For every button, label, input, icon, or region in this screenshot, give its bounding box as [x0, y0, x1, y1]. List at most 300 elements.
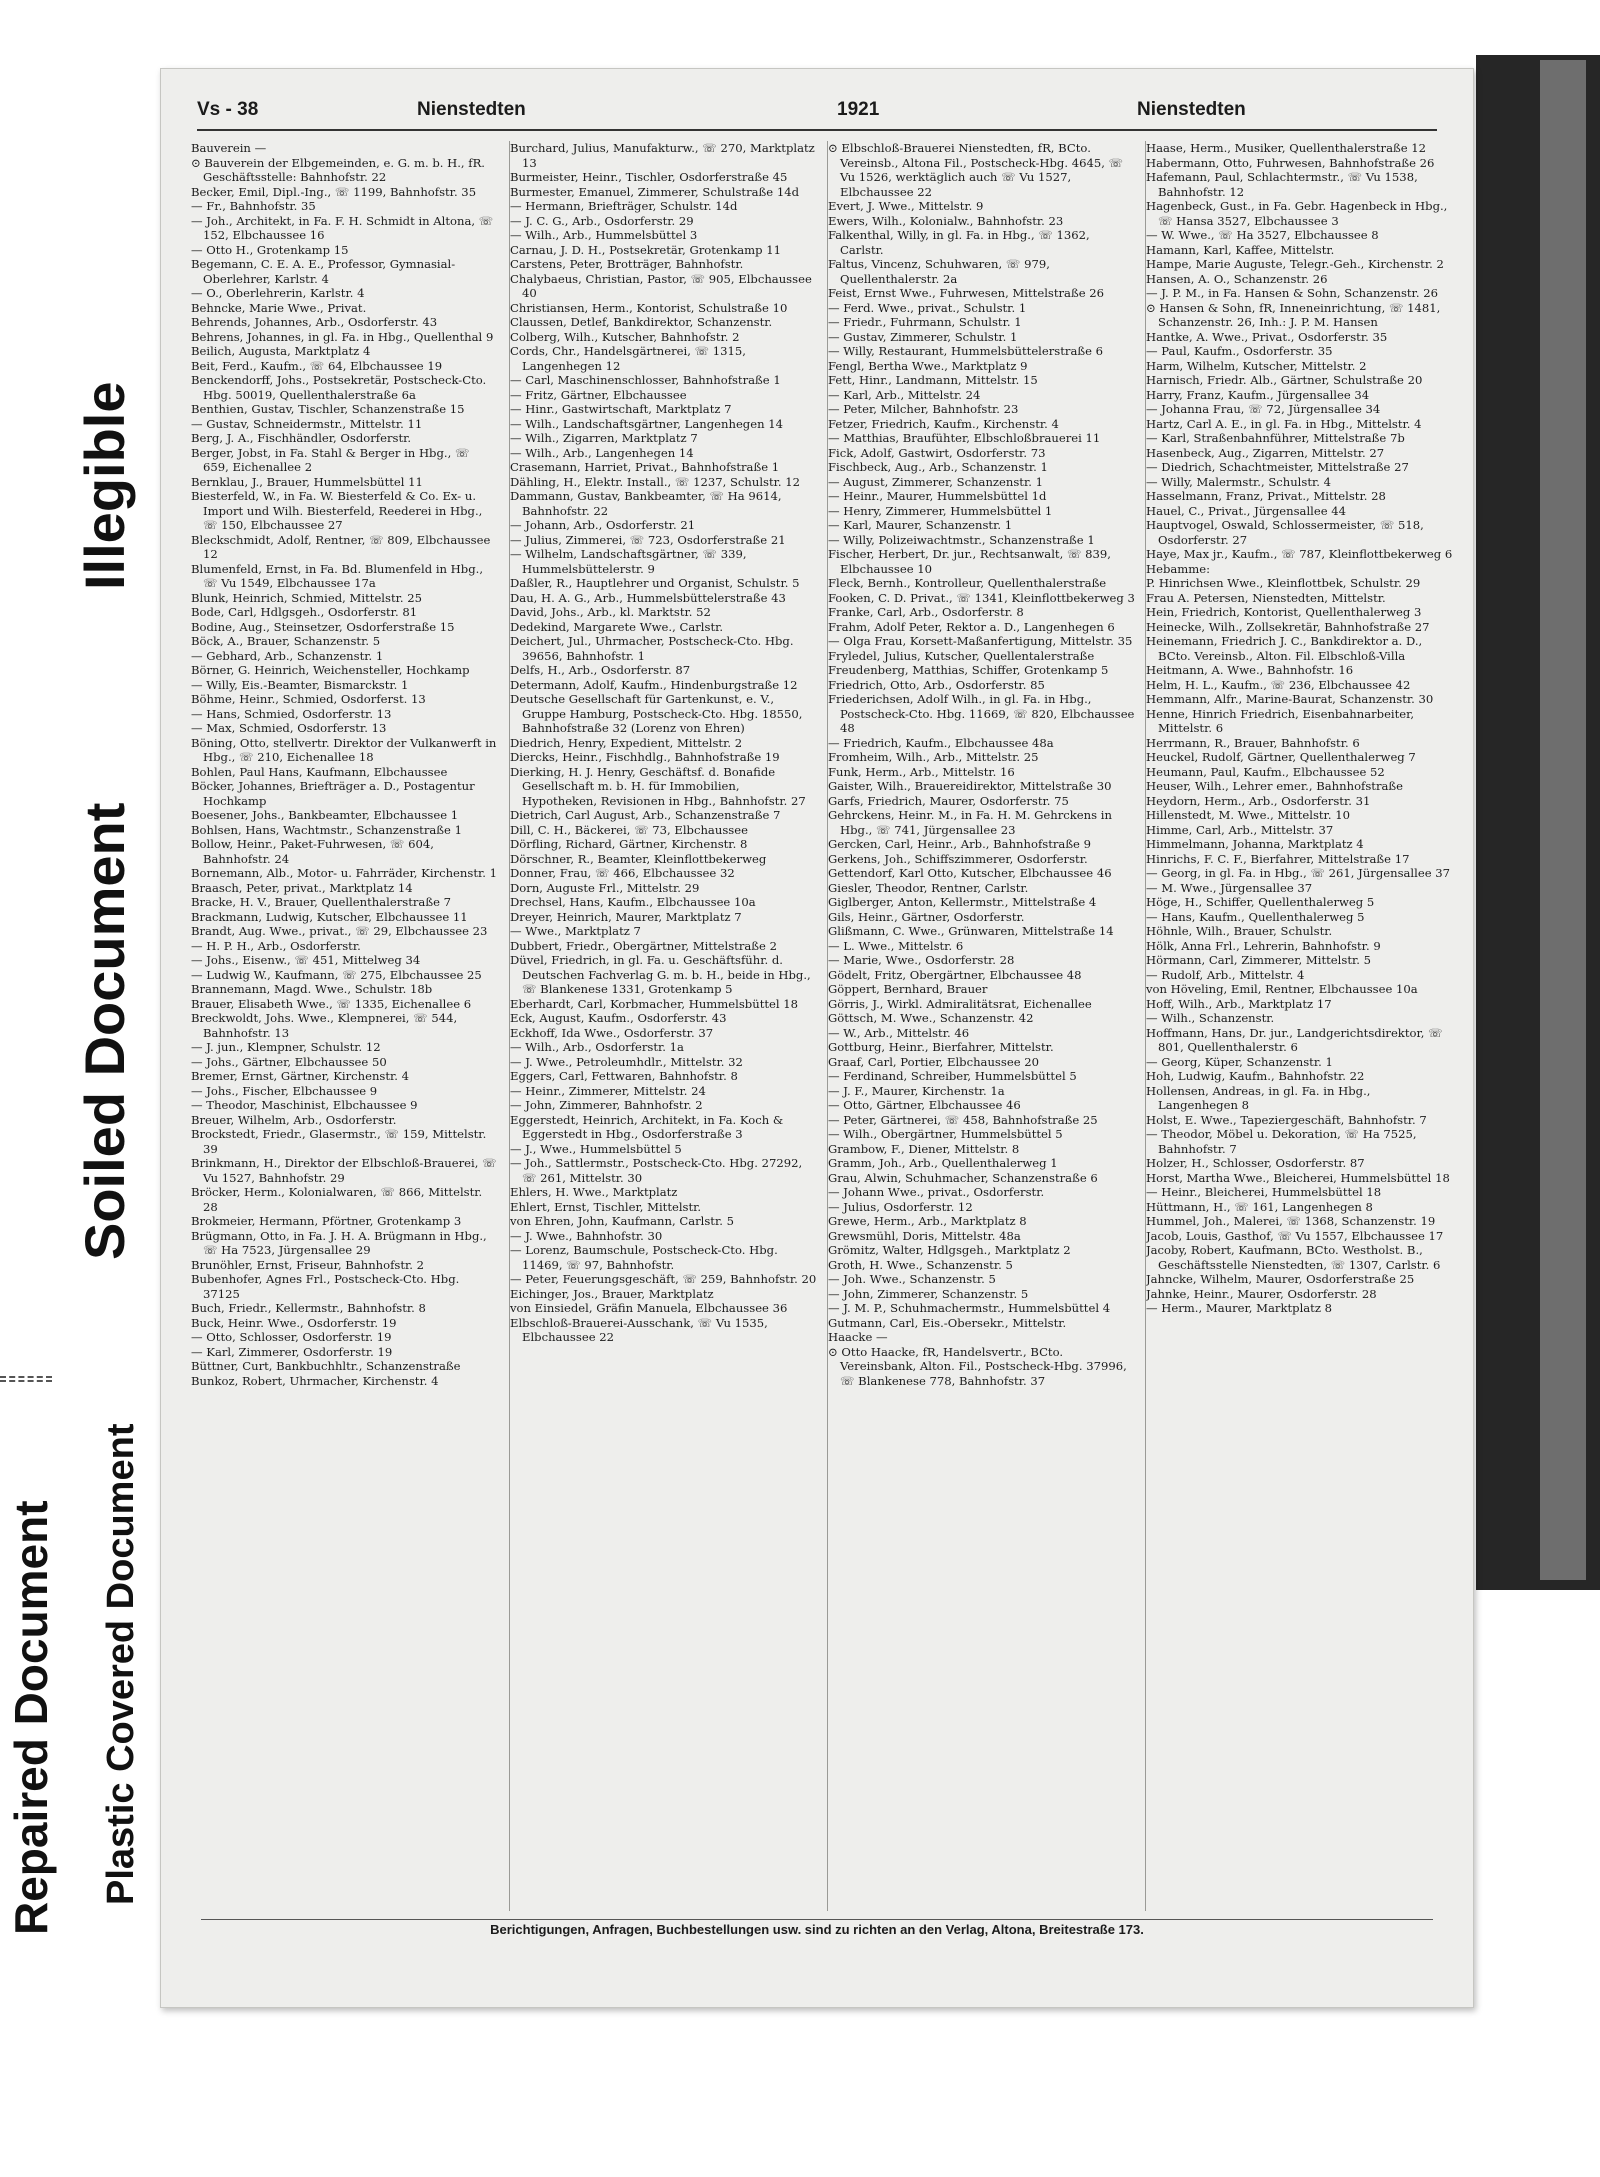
directory-entry: — H. P. H., Arb., Osdorferstr.: [191, 938, 361, 953]
directory-entry: Dill, C. H., Bäckerei, ☏ 73, Elbchaussee: [510, 822, 748, 837]
directory-entry: Fryledel, Julius, Kutscher, Quellentalerstraße: [828, 648, 1095, 663]
directory-entry: Breuer, Wilhelm, Arb., Osdorferstr.: [191, 1112, 397, 1127]
directory-entry: — Friedr., Fuhrmann, Schulstr. 1: [828, 315, 1022, 329]
directory-entry: Eckhoff, Ida Wwe., Osdorferstr. 37: [510, 1025, 714, 1040]
directory-entry: Feist, Ernst Wwe., Fuhrwesen, Mittelstraße 26: [828, 286, 1105, 300]
directory-entry: Dierking, H. J. Henry, Geschäftsf. d. Bonafide Gesellschaft m. b. H. für Immobilien, Hypotheken, Revisionen in Hbg., Bahnhofstr. 27: [510, 764, 806, 808]
directory-entry: Düvel, Friedrich, in gl. Fa. u. Geschäftsführ. d. Deutschen Fachverlag G. m. b. H., beide in Hbg., ☏ Blankenese 1331, Grotenkamp 5: [510, 953, 811, 996]
directory-entry: Hinrichs, F. C. F., Bierfahrer, Mittelstraße 17: [1146, 851, 1410, 866]
directory-entry: Bröcker, Herm., Kolonialwaren, ☏ 866, Mittelstr. 28: [191, 1185, 483, 1214]
directory-entry: — Wilhelm, Landschaftsgärtner, ☏ 339, Hummelsbüttelerstr. 9: [510, 547, 747, 576]
column-2: [509, 141, 820, 1911]
directory-entry: Buch, Friedr., Kellermstr., Bahnhofstr. 8: [191, 1301, 426, 1315]
directory-entry: Biesterfeld, W., in Fa. W. Biesterfeld & Co. Ex- u. Import und Wilh. Biesterfeld, Reederei in Hbg., ☏ 150, Elbchaussee 27: [191, 489, 483, 532]
directory-entry: — Hans, Schmied, Osdorferstr. 13: [191, 706, 392, 721]
directory-entry: Beilich, Augusta, Marktplatz 4: [191, 344, 371, 358]
directory-page: [160, 68, 1474, 2008]
directory-entry: — Ferd. Wwe., privat., Schulstr. 1: [828, 300, 1027, 315]
directory-entry: — Willy, Eis.-Beamter, Bismarckstr. 1: [191, 677, 409, 692]
directory-entry: — Diedrich, Schachtmeister, Mittelstraße 27: [1146, 460, 1409, 474]
directory-entry: Hasenbeck, Aug., Zigarren, Mittelstr. 27: [1146, 445, 1385, 460]
directory-entry: — Karl, Zimmerer, Osdorferstr. 19: [191, 1344, 393, 1359]
directory-entry: — Herm., Maurer, Marktplatz 8: [1146, 1301, 1333, 1315]
directory-entry: Berg, J. A., Fischhändler, Osdorferstr.: [191, 431, 412, 445]
directory-entry: Dedekind, Margarete Wwe., Carlstr.: [510, 619, 724, 634]
directory-entry: Diedrich, Henry, Expedient, Mittelstr. 2: [510, 735, 743, 750]
directory-entry: — August, Zimmerer, Schanzenstr. 1: [828, 474, 1043, 489]
directory-entry: Carnau, J. D. H., Postsekretär, Grotenkamp 11: [510, 242, 782, 257]
directory-entry: Behrens, Johannes, in gl. Fa. in Hbg., Quellenthal 9: [191, 329, 494, 344]
directory-entry: Gottburg, Heinr., Bierfahrer, Mittelstr.: [828, 1040, 1054, 1054]
directory-entry: — Heinr., Bleicherei, Hummelsbüttel 18: [1146, 1185, 1382, 1199]
directory-entry: — Gustav, Schneidermstr., Mittelstr. 11: [191, 416, 423, 431]
directory-entry: Helm, H. L., Kaufm., ☏ 236, Elbchaussee 42: [1146, 677, 1411, 692]
directory-entry: Bode, Carl, Hdlgsgeh., Osdorferstr. 81: [191, 605, 418, 619]
directory-entry: Donner, Frau, ☏ 466, Elbchaussee 32: [510, 866, 735, 880]
directory-entry: — Willy, Restaurant, Hummelsbüttelerstraße 6: [828, 344, 1104, 358]
directory-entry: — Karl, Maurer, Schanzenstr. 1: [828, 518, 1013, 532]
directory-entry: Ewers, Wilh., Kolonialw., Bahnhofstr. 23: [828, 213, 1064, 228]
dashed-divider: [0, 1376, 52, 1378]
directory-entry: — Georg, in gl. Fa. in Hbg., ☏ 261, Jürgensallee 37: [1146, 866, 1451, 880]
directory-entry: Jacoby, Robert, Kaufmann, BCto. Westholst. B., Geschäftsstelle Nienstedten, ☏ 1307, Carlstr. 6: [1146, 1243, 1441, 1272]
directory-entry: Haase, Herm., Musiker, Quellenthalerstraße 12: [1146, 141, 1427, 155]
directory-entry: — Otto, Gärtner, Elbchaussee 46: [828, 1098, 1021, 1112]
directory-entry: — Willy, Malermstr., Schulstr. 4: [1146, 474, 1332, 489]
header-title-left: Nienstedten: [417, 99, 526, 120]
directory-entry: Begemann, C. E. A. E., Professor, Gymnasial-Oberlehrer, Karlstr. 4: [191, 257, 456, 286]
directory-entry: Höhnle, Wilh., Brauer, Schulstr.: [1146, 924, 1333, 938]
directory-entry: Gerkens, Joh., Schiffszimmerer, Osdorferstr.: [828, 851, 1088, 866]
directory-entry: Hummel, Joh., Malerei, ☏ 1368, Schanzenstr. 19: [1146, 1214, 1436, 1228]
directory-entry: — Wilh., Schanzenstr.: [1146, 1011, 1275, 1025]
binding-edge-highlight: [1540, 60, 1586, 1580]
entry-columns: [191, 141, 1453, 1911]
directory-entry: Fetzer, Friedrich, Kaufm., Kirchenstr. 4: [828, 416, 1059, 431]
directory-entry: — Ferdinand, Schreiber, Hummelsbüttel 5: [828, 1069, 1077, 1083]
directory-entry: — Friedrich, Kaufm., Elbchaussee 48a: [828, 735, 1054, 750]
directory-entry: Brandt, Aug. Wwe., privat., ☏ 29, Elbchaussee 23: [191, 924, 488, 938]
directory-entry: — Matthias, Braufühter, Elbschloßbrauerei 11: [828, 431, 1101, 445]
directory-entry: Brokmeier, Hermann, Pförtner, Grotenkamp 3: [191, 1214, 462, 1228]
directory-entry: Fromheim, Wilh., Arb., Mittelstr. 25: [828, 750, 1039, 764]
directory-entry: Franke, Carl, Arb., Osdorferstr. 8: [828, 605, 1024, 619]
directory-entry: Brockstedt, Friedr., Glasermstr., ☏ 159, Mittelstr. 39: [191, 1127, 487, 1156]
directory-entry: — O., Oberlehrerin, Karlstr. 4: [191, 286, 365, 300]
directory-entry: — Max, Schmied, Osdorferstr. 13: [191, 721, 387, 735]
directory-entry: Graaf, Carl, Portier, Elbchaussee 20: [828, 1054, 1039, 1069]
directory-entry: Brunöhler, Ernst, Friseur, Bahnhofstr. 2: [191, 1257, 425, 1272]
directory-entry: Hauel, C., Privat., Jürgensallee 44: [1146, 503, 1347, 518]
directory-entry: Eck, August, Kaufm., Osdorferstr. 43: [510, 1011, 727, 1025]
soiled-document-label: Soiled Document: [73, 802, 136, 1260]
publisher-footer: Berichtigungen, Anfragen, Buchbestellungen usw. sind zu richten an den Verlag, Altona, Breitestraße 173.: [201, 1919, 1433, 1937]
directory-entry: von Einsiedel, Gräfin Manuela, Elbchaussee 36: [510, 1301, 788, 1315]
directory-entry: — Julius, Zimmerei, ☏ 723, Osdorferstraße 21: [510, 532, 786, 547]
directory-entry: Brannemann, Magd. Wwe., Schulstr. 18b: [191, 982, 433, 996]
page-header: [197, 97, 1437, 131]
directory-entry: Berger, Jobst, in Fa. Stahl & Berger in Hbg., ☏ 659, Eichenallee 2: [191, 445, 470, 474]
directory-entry: ⊙ Hansen & Sohn, fR, Inneneinrichtung, ☏ 1481, Schanzenstr. 26, Inh.: J. P. M. Hansen: [1146, 300, 1441, 329]
directory-entry: — Peter, Gärtnerei, ☏ 458, Bahnhofstraße 25: [828, 1112, 1098, 1127]
directory-entry: Hollensen, Andreas, in gl. Fa. in Hbg., Langenhegen 8: [1146, 1083, 1371, 1112]
directory-entry: Jacob, Louis, Gasthof, ☏ Vu 1557, Elbchaussee 17: [1146, 1228, 1444, 1243]
directory-entry: Hantke, A. Wwe., Privat., Osdorferstr. 35: [1146, 329, 1388, 344]
directory-entry: — Georg, Küper, Schanzenstr. 1: [1146, 1054, 1333, 1069]
directory-entry: — Karl, Arb., Mittelstr. 24: [828, 387, 981, 402]
directory-entry: Bleckschmidt, Adolf, Rentner, ☏ 809, Elbchaussee 12: [191, 532, 491, 561]
directory-entry: Friederichsen, Adolf Wilh., in gl. Fa. in Hbg., Postscheck-Cto. Hbg. 11669, ☏ 820, Elbchaussee 48: [828, 692, 1135, 735]
directory-entry: Hörmann, Carl, Zimmerer, Mittelstr. 5: [1146, 953, 1371, 967]
directory-entry: — Johs., Gärtner, Elbchaussee 50: [191, 1054, 387, 1069]
directory-entry: Hemmann, Alfr., Marine-Baurat, Schanzenstr. 30: [1146, 692, 1434, 706]
directory-entry: Beit, Ferd., Kaufm., ☏ 64, Elbchaussee 19: [191, 358, 443, 373]
directory-entry: Hillenstedt, M. Wwe., Mittelstr. 10: [1146, 808, 1350, 822]
directory-entry: Gutmann, Carl, Eis.-Obersekr., Mittelstr.: [828, 1315, 1067, 1330]
directory-entry: Giglberger, Anton, Kellermstr., Mittelstraße 4: [828, 895, 1097, 909]
directory-entry: Grewe, Herm., Arb., Marktplatz 8: [828, 1214, 1027, 1228]
directory-entry: Bernklau, J., Brauer, Hummelsbüttel 11: [191, 474, 423, 489]
directory-entry: Gils, Heinr., Gärtner, Osdorferstr.: [828, 909, 1025, 924]
directory-entry: — Otto, Schlosser, Osdorferstr. 19: [191, 1330, 392, 1344]
directory-entry: P. Hinrichsen Wwe., Kleinflottbek, Schulstr. 29: [1146, 576, 1421, 590]
directory-entry: — Rudolf, Arb., Mittelstr. 4: [1146, 967, 1305, 982]
directory-entry: Horst, Martha Wwe., Bleicherei, Hummelsbüttel 18: [1146, 1170, 1450, 1185]
directory-entry: Bracke, H. V., Brauer, Quellenthalerstraße 7: [191, 895, 452, 909]
directory-entry: Eggers, Carl, Fettwaren, Bahnhofstr. 8: [510, 1069, 738, 1083]
directory-entry: — John, Zimmerer, Bahnhofstr. 2: [510, 1098, 703, 1112]
directory-entry: — Wilh., Arb., Osdorferstr. 1a: [510, 1040, 684, 1054]
directory-entry: Dörschner, R., Beamter, Kleinflottbekerweg: [510, 851, 767, 866]
directory-entry: Herrmann, R., Brauer, Bahnhofstr. 6: [1146, 735, 1360, 750]
directory-entry: Heinemann, Friedrich J. C., Bankdirektor a. D., BCto. Vereinsb., Alton. Fil. Elbschloß-Villa: [1146, 634, 1423, 663]
directory-entry: — Fritz, Gärtner, Elbchaussee: [510, 387, 687, 402]
directory-entry: Fick, Adolf, Gastwirt, Osdorferstr. 73: [828, 445, 1046, 460]
directory-entry: Determann, Adolf, Kaufm., Hindenburgstraße 12: [510, 677, 798, 692]
directory-entry: — Ludwig W., Kaufmann, ☏ 275, Elbchaussee 25: [191, 967, 482, 982]
directory-entry: Hölk, Anna Frl., Lehrerin, Bahnhofstr. 9: [1146, 938, 1381, 953]
directory-entry: Garfs, Friedrich, Maurer, Osdorferstr. 75: [828, 793, 1069, 808]
directory-entry: von Höveling, Emil, Rentner, Elbchaussee 10a: [1146, 982, 1418, 996]
directory-entry: Carstens, Peter, Brotträger, Bahnhofstr.: [510, 257, 744, 271]
column-4: [1145, 141, 1456, 1911]
directory-entry: Colberg, Wilh., Kutscher, Bahnhofstr. 2: [510, 329, 740, 344]
directory-entry: Delfs, H., Arb., Osdorferstr. 87: [510, 663, 691, 677]
directory-entry: — Peter, Feuerungsgeschäft, ☏ 259, Bahnhofstr. 20: [510, 1272, 817, 1286]
directory-entry: Bubenhofer, Agnes Frl., Postscheck-Cto. Hbg. 37125: [191, 1272, 460, 1301]
directory-entry: Böhme, Heinr., Schmied, Osdorferst. 13: [191, 692, 426, 706]
directory-entry: — Joh. Wwe., Schanzenstr. 5: [828, 1272, 996, 1286]
directory-entry: — Marie, Wwe., Osdorferstr. 28: [828, 953, 1015, 967]
directory-entry: Holzer, H., Schlosser, Osdorferstr. 87: [1146, 1156, 1365, 1170]
directory-entry: — Carl, Maschinenschlosser, Bahnhofstraße 1: [510, 373, 781, 387]
directory-entry: Glißmann, C. Wwe., Grünwaren, Mittelstraße 14: [828, 924, 1114, 938]
header-year: 1921: [837, 99, 880, 120]
directory-entry: — L. Wwe., Mittelstr. 6: [828, 938, 964, 953]
directory-entry: Gaister, Wilh., Brauereidirektor, Mittelstraße 30: [828, 779, 1112, 793]
directory-entry: — Wilh., Landschaftsgärtner, Langenhegen 14: [510, 416, 783, 431]
directory-entry: Dubbert, Friedr., Obergärtner, Mittelstraße 2: [510, 938, 777, 953]
directory-entry: Elbschloß-Brauerei-Ausschank, ☏ Vu 1535, Elbchaussee 22: [510, 1315, 768, 1344]
directory-entry: Ehlers, H. Wwe., Marktplatz: [510, 1185, 678, 1199]
directory-entry: Blumenfeld, Ernst, in Fa. Bd. Blumenfeld in Hbg., ☏ Vu 1549, Elbchaussee 17a: [191, 561, 484, 590]
directory-entry: — Johs., Eisenw., ☏ 451, Mittelweg 34: [191, 953, 421, 967]
directory-entry: David, Johs., Arb., kl. Marktstr. 52: [510, 605, 711, 619]
directory-entry: Grömitz, Walter, Hdlgsgeh., Marktplatz 2: [828, 1243, 1071, 1257]
directory-entry: Fooken, C. D. Privat., ☏ 1341, Kleinflottbekerweg 3: [828, 590, 1135, 605]
directory-entry: Bohlsen, Hans, Wachtmstr., Schanzenstraße 1: [191, 822, 462, 837]
directory-entry: Jahnke, Heinr., Maurer, Osdorferstr. 28: [1146, 1286, 1377, 1301]
directory-entry: Brinkmann, H., Direktor der Elbschloß-Brauerei, ☏ Vu 1527, Bahnhofstr. 29: [191, 1156, 497, 1185]
directory-entry: Buck, Heinr. Wwe., Osdorferstr. 19: [191, 1315, 397, 1330]
directory-entry: — Gustav, Zimmerer, Schulstr. 1: [828, 329, 1018, 344]
directory-entry: Gehrckens, Heinr. M., in Fa. H. M. Gehrckens in Hbg., ☏ 741, Jürgensallee 23: [828, 808, 1112, 837]
directory-entry: Heinecke, Wilh., Zollsekretär, Bahnhofstraße 27: [1146, 619, 1430, 634]
header-title-right: Nienstedten: [1137, 99, 1246, 120]
directory-entry: Behncke, Marie Wwe., Privat.: [191, 300, 367, 315]
directory-entry: — Johanna Frau, ☏ 72, Jürgensallee 34: [1146, 402, 1381, 416]
directory-entry: Bornemann, Alb., Motor- u. Fahrräder, Kirchenstr. 1: [191, 866, 497, 880]
directory-entry: Falkenthal, Willy, in gl. Fa. in Hbg., ☏ 1362, Carlstr.: [828, 228, 1090, 257]
directory-entry: — J., Wwe., Hummelsbüttel 5: [510, 1141, 682, 1156]
directory-entry: Becker, Emil, Dipl.-Ing., ☏ 1199, Bahnhofstr. 35: [191, 184, 477, 199]
directory-entry: — Karl, Straßenbahnführer, Mittelstraße 7b: [1146, 431, 1405, 445]
directory-entry: Dorn, Auguste Frl., Mittelstr. 29: [510, 880, 700, 895]
directory-entry: ⊙ Elbschloß-Brauerei Nienstedten, fR, BCto. Vereinsb., Altona Fil., Postscheck-Hbg. 4645, ☏ Vu 1526, werktäglich auch ☏ Vu 1527, Elbchaussee 22: [828, 141, 1124, 199]
directory-entry: Gödelt, Fritz, Obergärtner, Elbchaussee 48: [828, 967, 1082, 982]
directory-entry: — Heinr., Zimmerer, Mittelstr. 24: [510, 1083, 706, 1098]
directory-entry: Eberhardt, Carl, Korbmacher, Hummelsbüttel 18: [510, 996, 799, 1011]
directory-entry: Breckwoldt, Johs. Wwe., Klempnerei, ☏ 544, Bahnhofstr. 13: [191, 1011, 458, 1040]
directory-entry: Frahm, Adolf Peter, Rektor a. D., Langenhegen 6: [828, 619, 1115, 634]
directory-entry: Brügmann, Otto, in Fa. J. H. A. Brügmann in Hbg., ☏ Ha 7523, Jürgensallee 29: [191, 1228, 487, 1257]
directory-entry: Dietrich, Carl August, Arb., Schanzenstraße 7: [510, 808, 781, 822]
directory-entry: — Theodor, Möbel u. Dekoration, ☏ Ha 7525, Bahnhofstr. 7: [1146, 1127, 1417, 1156]
directory-entry: Eggerstedt, Heinrich, Architekt, in Fa. Koch & Eggerstedt in Hbg., Osdorferstraße 3: [510, 1112, 784, 1141]
directory-entry: Eichinger, Jos., Brauer, Marktplatz: [510, 1286, 714, 1301]
directory-entry: Hebamme:: [1146, 561, 1211, 576]
directory-entry: Bremer, Ernst, Gärtner, Kirchenstr. 4: [191, 1069, 410, 1083]
directory-entry: Göppert, Bernhard, Brauer: [828, 982, 988, 996]
directory-entry: Hüttmann, H., ☏ 161, Langenhegen 8: [1146, 1199, 1373, 1214]
directory-entry: Deichert, Jul., Uhrmacher, Postscheck-Cto. Hbg. 39656, Bahnhofstr. 1: [510, 634, 794, 663]
directory-entry: Harry, Franz, Kaufm., Jürgensallee 34: [1146, 387, 1370, 402]
directory-entry: Faltus, Vincenz, Schuhwaren, ☏ 979, Quellenthalerstr. 2a: [828, 257, 1050, 286]
directory-entry: Claussen, Detlef, Bankdirektor, Schanzenstr.: [510, 315, 773, 329]
directory-entry: Funk, Herm., Arb., Mittelstr. 16: [828, 764, 1015, 779]
directory-entry: Böck, A., Brauer, Schanzenstr. 5: [191, 634, 381, 648]
directory-entry: Grewsmühl, Doris, Mittelstr. 48a: [828, 1228, 1021, 1243]
directory-entry: — Theodor, Maschinist, Elbchaussee 9: [191, 1098, 418, 1112]
directory-entry: von Ehren, John, Kaufmann, Carlstr. 5: [510, 1214, 734, 1228]
directory-entry: Dammann, Gustav, Bankbeamter, ☏ Ha 9614, Bahnhofstr. 22: [510, 489, 782, 518]
directory-entry: — Hermann, Briefträger, Schulstr. 14d: [510, 199, 738, 213]
directory-entry: — Johann Wwe., privat., Osdorferstr.: [828, 1185, 1045, 1199]
directory-entry: Giesler, Theodor, Rentner, Carlstr.: [828, 880, 1029, 895]
directory-entry: — Heinr., Maurer, Hummelsbüttel 1d: [828, 489, 1047, 503]
directory-entry: Haacke —: [828, 1330, 888, 1344]
directory-entry: — J. F., Maurer, Kirchenstr. 1a: [828, 1083, 1005, 1098]
directory-entry: Friedrich, Otto, Arb., Osdorferstr. 85: [828, 677, 1045, 692]
directory-entry: Heitmann, A. Wwe., Bahnhofstr. 16: [1146, 663, 1354, 677]
directory-entry: Daßler, R., Hauptlehrer und Organist, Schulstr. 5: [510, 576, 800, 590]
directory-entry: Bauverein —: [191, 141, 267, 155]
directory-entry: Görris, J., Wirkl. Admiralitätsrat, Eichenallee: [828, 996, 1092, 1011]
directory-entry: Fleck, Bernh., Kontrolleur, Quellenthalerstraße: [828, 576, 1107, 590]
directory-entry: — Wilh., Obergärtner, Hummelsbüttel 5: [828, 1127, 1063, 1141]
directory-entry: — J. jun., Klempner, Schulstr. 12: [191, 1040, 381, 1054]
directory-entry: Hansen, A. O., Schanzenstr. 26: [1146, 271, 1328, 286]
directory-entry: Fengl, Bertha Wwe., Marktplatz 9: [828, 358, 1028, 373]
directory-entry: — John, Zimmerer, Schanzenstr. 5: [828, 1286, 1029, 1301]
directory-entry: Benckendorff, Johs., Postsekretär, Postscheck-Cto. Hbg. 50019, Quellenthalerstraße 6a: [191, 373, 487, 402]
directory-entry: — J. Wwe., Petroleumhdlr., Mittelstr. 32: [510, 1054, 743, 1069]
directory-entry: Frau A. Petersen, Nienstedten, Mittelstr.: [1146, 590, 1386, 605]
directory-entry: Crasemann, Harriet, Privat., Bahnhofstraße 1: [510, 460, 780, 474]
directory-entry: Himme, Carl, Arb., Mittelstr. 37: [1146, 822, 1334, 837]
directory-entry: — Hinr., Gastwirtschaft, Marktplatz 7: [510, 402, 732, 416]
directory-entry: Bunkoz, Robert, Uhrmacher, Kirchenstr. 4: [191, 1373, 439, 1388]
directory-entry: — Joh., Sattlermstr., Postscheck-Cto. Hbg. 27292, ☏ 261, Mittelstr. 30: [510, 1156, 803, 1185]
directory-entry: Groth, H. Wwe., Schanzenstr. 5: [828, 1257, 1013, 1272]
directory-entry: Bodine, Aug., Steinsetzer, Osdorferstraße 15: [191, 619, 455, 634]
directory-entry: — J. C. G., Arb., Osdorferstr. 29: [510, 213, 694, 228]
directory-entry: Heuser, Wilh., Lehrer emer., Bahnhofstraße: [1146, 779, 1404, 793]
directory-entry: Braasch, Peter, privat., Marktplatz 14: [191, 880, 413, 895]
directory-entry: Gettendorf, Karl Otto, Kutscher, Elbchaussee 46: [828, 866, 1112, 880]
directory-entry: Freudenberg, Matthias, Schiffer, Grotenkamp 5: [828, 663, 1109, 677]
directory-entry: — Joh., Architekt, in Fa. F. H. Schmidt in Altona, ☏ 152, Elbchaussee 16: [191, 213, 494, 242]
directory-entry: Holst, E. Wwe., Tapeziergeschäft, Bahnhofstr. 7: [1146, 1112, 1427, 1127]
directory-entry: Büttner, Curt, Bankbuchhltr., Schanzenstraße: [191, 1359, 461, 1373]
directory-entry: Burmeister, Heinr., Tischler, Osdorferstraße 45: [510, 170, 788, 184]
directory-entry: — Julius, Osdorferstr. 12: [828, 1199, 973, 1214]
directory-entry: Blunk, Heinrich, Schmied, Mittelstr. 25: [191, 590, 423, 605]
directory-entry: Hoh, Ludwig, Kaufm., Bahnhofstr. 22: [1146, 1069, 1365, 1083]
directory-entry: Cords, Chr., Handelsgärtnerei, ☏ 1315, Langenhegen 12: [510, 344, 746, 373]
directory-entry: Hagenbeck, Gust., in Fa. Gebr. Hagenbeck in Hbg., ☏ Hansa 3527, Elbchaussee 3: [1146, 199, 1448, 228]
directory-entry: Fischer, Herbert, Dr. jur., Rechtsanwalt, ☏ 839, Elbchaussee 10: [828, 547, 1111, 576]
column-3: [827, 141, 1138, 1911]
directory-entry: Heydorn, Herm., Arb., Osdorferstr. 31: [1146, 793, 1371, 808]
directory-entry: Dörfling, Richard, Gärtner, Kirchenstr. 8: [510, 837, 748, 851]
directory-entry: Heumann, Paul, Kaufm., Elbchaussee 52: [1146, 764, 1385, 779]
directory-entry: — Fr., Bahnhofstr. 35: [191, 199, 316, 213]
directory-entry: Fischbeck, Aug., Arb., Schanzenstr. 1: [828, 460, 1048, 474]
directory-entry: Dreyer, Heinrich, Maurer, Marktplatz 7: [510, 909, 742, 924]
directory-entry: Hampe, Marie Auguste, Telegr.-Geh., Kirchenstr. 2: [1146, 257, 1444, 271]
directory-entry: Hafemann, Paul, Schlachtermstr., ☏ Vu 1538, Bahnhofstr. 12: [1146, 170, 1418, 199]
directory-entry: — M. Wwe., Jürgensallee 37: [1146, 880, 1313, 895]
directory-entry: Chalybaeus, Christian, Pastor, ☏ 905, Elbchaussee 40: [510, 271, 812, 300]
directory-entry: Gramm, Joh., Arb., Quellenthalerweg 1: [828, 1156, 1058, 1170]
directory-entry: — W., Arb., Mittelstr. 46: [828, 1025, 970, 1040]
directory-entry: Behrends, Johannes, Arb., Osdorferstr. 43: [191, 315, 438, 329]
directory-entry: — Lorenz, Baumschule, Postscheck-Cto. Hbg. 11469, ☏ 97, Bahnhofstr.: [510, 1243, 778, 1272]
directory-entry: Hasselmann, Franz, Privat., Mittelstr. 28: [1146, 489, 1386, 503]
directory-entry: Diercks, Heinr., Fischhdlg., Bahnhofstraße 19: [510, 750, 780, 764]
page-number: Vs - 38: [197, 99, 259, 120]
directory-entry: Harm, Wilhelm, Kutscher, Mittelstr. 2: [1146, 358, 1367, 373]
directory-entry: Benthien, Gustav, Tischler, Schanzenstraße 15: [191, 402, 465, 416]
directory-entry: Harnisch, Friedr. Alb., Gärtner, Schulstraße 20: [1146, 373, 1423, 387]
directory-entry: Boesener, Johs., Bankbeamter, Elbchaussee 1: [191, 808, 459, 822]
directory-entry: — J. P. M., in Fa. Hansen & Sohn, Schanzenstr. 26: [1146, 286, 1438, 300]
directory-entry: Haye, Max jr., Kaufm., ☏ 787, Kleinflottbekerweg 6: [1146, 547, 1453, 561]
directory-entry: Evert, J. Wwe., Mittelstr. 9: [828, 199, 984, 213]
directory-entry: Hamann, Karl, Kaffee, Mittelstr.: [1146, 242, 1335, 257]
directory-entry: ⊙ Otto Haacke, fR, Handelsvertr., BCto. Vereinsbank, Alton. Fil., Postscheck-Hbg. 37996, ☏ Blankenese 778, Bahnhofstr. 37: [828, 1344, 1127, 1388]
directory-entry: Bollow, Heinr., Paket-Fuhrwesen, ☏ 604, Bahnhofstr. 24: [191, 837, 434, 866]
directory-entry: Börner, G. Heinrich, Weichensteller, Hochkamp: [191, 663, 470, 677]
directory-entry: — Johann, Arb., Osdorferstr. 21: [510, 518, 696, 532]
directory-entry: Hoff, Wilh., Arb., Marktplatz 17: [1146, 996, 1332, 1011]
directory-entry: Fett, Hinr., Landmann, Mittelstr. 15: [828, 373, 1038, 387]
directory-entry: Henne, Hinrich Friedrich, Eisenbahnarbeiter, Mittelstr. 6: [1146, 706, 1415, 735]
directory-entry: Dähling, H., Elektr. Install., ☏ 1237, Schulstr. 12: [510, 474, 801, 489]
directory-entry: Burmester, Emanuel, Zimmerer, Schulstraße 14d: [510, 184, 799, 199]
directory-entry: Burchard, Julius, Manufakturw., ☏ 270, Marktplatz 13: [510, 141, 815, 170]
column-1: [191, 141, 501, 1911]
directory-entry: — J. M. P., Schuhmachermstr., Hummelsbüttel 4: [828, 1301, 1111, 1315]
directory-entry: — Willy, Polizeiwachtmstr., Schanzenstraße 1: [828, 532, 1095, 547]
directory-entry: — Otto H., Grotenkamp 15: [191, 242, 349, 257]
directory-entry: — Peter, Milcher, Bahnhofstr. 23: [828, 402, 1019, 416]
directory-entry: Höge, H., Schiffer, Quellenthalerweg 5: [1146, 895, 1375, 909]
illegible-label: Illegible: [73, 381, 136, 590]
directory-entry: Jahncke, Wilhelm, Maurer, Osdorferstraße 25: [1146, 1272, 1415, 1286]
directory-entry: Drechsel, Hans, Kaufm., Elbchaussee 10a: [510, 895, 756, 909]
directory-entry: — Paul, Kaufm., Osdorferstr. 35: [1146, 344, 1333, 358]
directory-entry: Grambow, F., Diener, Mittelstr. 8: [828, 1141, 1020, 1156]
directory-entry: Hoffmann, Hans, Dr. jur., Landgerichtsdirektor, ☏ 801, Quellenthalerstr. 6: [1146, 1025, 1443, 1054]
directory-entry: Dau, H. A. G., Arb., Hummelsbüttelerstraße 43: [510, 590, 786, 605]
directory-entry: — Gebhard, Arb., Schanzenstr. 1: [191, 648, 384, 663]
repaired-document-label: Repaired Document: [5, 1500, 57, 1935]
directory-entry: Böning, Otto, stellvertr. Direktor der Vulkanwerft in Hbg., ☏ 210, Eichenallee 18: [191, 735, 497, 764]
plastic-covered-label: Plastic Covered Document: [100, 1423, 142, 1905]
directory-entry: Hein, Friedrich, Kontorist, Quellenthalerweg 3: [1146, 605, 1422, 619]
directory-entry: Deutsche Gesellschaft für Gartenkunst, e. V., Gruppe Hamburg, Postscheck-Cto. Hbg. 18550, Bahnhofstraße 32 (Lorenz von Ehren): [510, 692, 803, 735]
directory-entry: Bohlen, Paul Hans, Kaufmann, Elbchaussee: [191, 764, 448, 779]
directory-entry: Grau, Alwin, Schuhmacher, Schanzenstraße 6: [828, 1170, 1098, 1185]
directory-entry: Hauptvogel, Oswald, Schlossermeister, ☏ 518, Osdorferstr. 27: [1146, 518, 1424, 547]
dashed-divider: [0, 1380, 52, 1382]
directory-entry: Böcker, Johannes, Briefträger a. D., Postagentur Hochkamp: [191, 779, 475, 808]
directory-entry: — J. Wwe., Bahnhofstr. 30: [510, 1228, 663, 1243]
directory-entry: Brackmann, Ludwig, Kutscher, Elbchaussee 11: [191, 909, 468, 924]
directory-entry: — Johs., Fischer, Elbchaussee 9: [191, 1083, 378, 1098]
directory-entry: Himmelmann, Johanna, Marktplatz 4: [1146, 837, 1364, 851]
directory-entry: — Olga Frau, Korsett-Maßanfertigung, Mittelstr. 35: [828, 634, 1133, 648]
directory-entry: Habermann, Otto, Fuhrwesen, Bahnhofstraße 26: [1146, 155, 1435, 170]
directory-entry: Gercken, Carl, Heinr., Arb., Bahnhofstraße 9: [828, 837, 1091, 851]
directory-entry: Ehlert, Ernst, Tischler, Mittelstr.: [510, 1199, 702, 1214]
directory-entry: — Wilh., Arb., Hummelsbüttel 3: [510, 228, 698, 242]
directory-entry: — W. Wwe., ☏ Ha 3527, Elbchaussee 8: [1146, 228, 1379, 242]
directory-entry: — Henry, Zimmerer, Hummelsbüttel 1: [828, 503, 1053, 518]
directory-entry: ⊙ Bauverein der Elbgemeinden, e. G. m. b. H., fR. Geschäftsstelle: Bahnhofstr. 22: [191, 155, 485, 184]
directory-entry: Brauer, Elisabeth Wwe., ☏ 1335, Eichenallee 6: [191, 996, 472, 1011]
directory-entry: Heuckel, Rudolf, Gärtner, Quellenthalerweg 7: [1146, 750, 1416, 764]
directory-entry: — Wwe., Marktplatz 7: [510, 924, 641, 938]
directory-entry: — Wilh., Arb., Langenhegen 14: [510, 445, 694, 460]
directory-entry: Hartz, Carl A. E., in gl. Fa. in Hbg., Mittelstr. 4: [1146, 416, 1422, 431]
directory-entry: Göttsch, M. Wwe., Schanzenstr. 42: [828, 1011, 1034, 1025]
directory-entry: Christiansen, Herm., Kontorist, Schulstraße 10: [510, 300, 788, 315]
directory-entry: — Hans, Kaufm., Quellenthalerweg 5: [1146, 909, 1365, 924]
directory-entry: — Wilh., Zigarren, Marktplatz 7: [510, 431, 698, 445]
